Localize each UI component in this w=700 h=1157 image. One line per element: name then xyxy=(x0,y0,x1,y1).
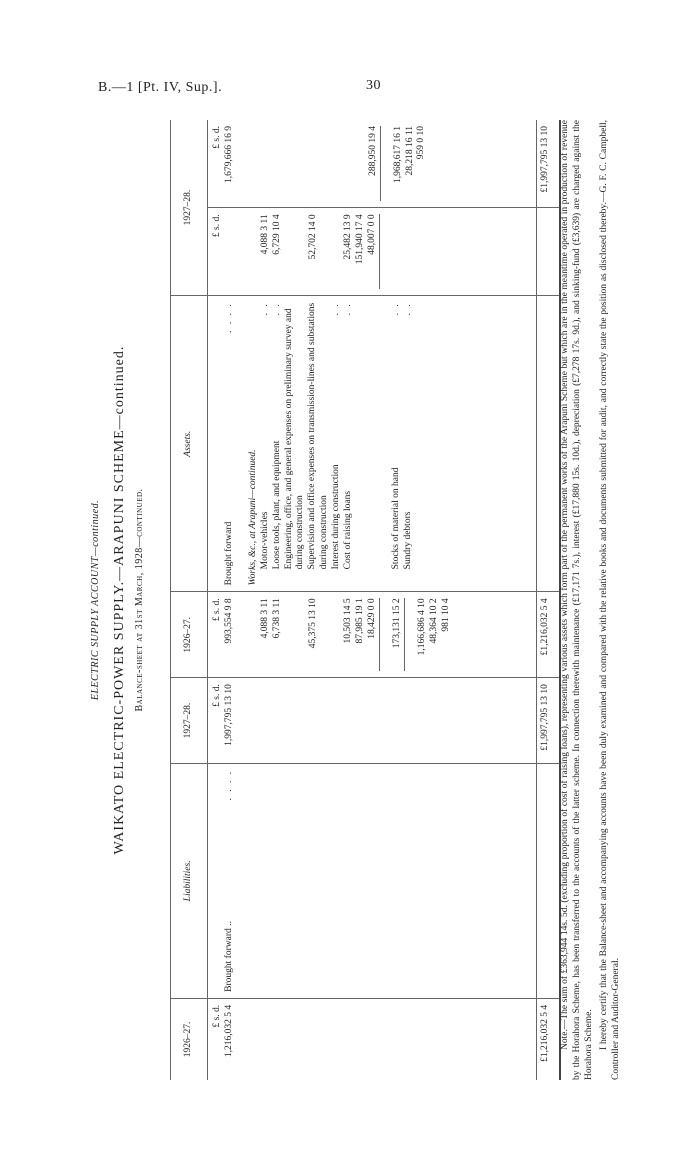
works-header: Works, &c., at Arapuni—continued. xyxy=(247,449,258,586)
liab-total-current: £1,997,795 13 10 xyxy=(537,678,561,764)
works-4-desc: Interest during construction . . xyxy=(331,302,341,570)
works-5-current: 48,007 0 0 xyxy=(367,214,380,289)
assets-bf-label: Brought forward xyxy=(224,521,234,586)
header-row xyxy=(171,120,208,1080)
assets-bf-current: 1,679,666 16 9 xyxy=(223,126,234,183)
unit-label: £ s. d. xyxy=(212,126,222,149)
unit-label: £ s. d. xyxy=(212,214,222,238)
works-5-prior: 18,429 0 0 xyxy=(367,598,380,671)
col-assets: Assets. xyxy=(171,296,208,592)
works-1-prior: 6,738 3 11 xyxy=(271,598,282,639)
col-assets-1927-28: 1927–28. xyxy=(171,120,208,296)
balance-table xyxy=(170,120,561,1080)
stocks-current: 28,218 16 11 xyxy=(404,126,415,176)
liab-current-amount: 1,997,795 13 10 xyxy=(223,684,234,746)
liab-prior-amount: 1,216,032 5 4 xyxy=(223,1004,234,1058)
stocks-label: Stocks of material on hand xyxy=(390,467,401,570)
certificate-paragraph: I hereby certify that the Balance-sheet and accompanying accounts have been duly examined and compared with the relative books and documents submitted for audit, and correctly state the position as disclosed thereby.—G. F. C. Campbell, Controller and Auditor-General. xyxy=(598,120,621,1080)
assets-current-items-cell xyxy=(208,208,537,296)
works-1-current: 6,729 10 4 xyxy=(271,214,282,255)
assets-prior-cell xyxy=(208,592,537,678)
col-liab-1926-27: 1926–27. xyxy=(171,998,208,1080)
notes xyxy=(560,120,625,1080)
liab-desc-cell xyxy=(208,763,537,998)
debtors-label: Sundry debtors xyxy=(402,511,413,570)
body-row xyxy=(208,120,537,1080)
liab-brought-forward-label: Brought forward .. xyxy=(224,921,234,992)
works-0-current: 4,088 3 11 xyxy=(259,214,270,255)
works-4-label: Interest during construction xyxy=(331,464,341,570)
works-5-label: Cost of raising loans xyxy=(342,490,353,570)
note-paragraph: Note.—The sum of £363,944 14s. 5d. (excluding proportion of cost of raising loans), representing various assets which form part of the permanent works of the Arapuni Scheme but which are in the meantime operated in production of revenue by the Horahora Scheme, has been transferred to the accounts of the latter scheme. In connection therewith maintenance (£17,171 7s.), interest (£17,880 15s. 10d.), depreciation (£7,278 17s. 9d.), and sinking-fund (£3,639) are charged against the Horahora Scheme. xyxy=(560,120,594,1080)
titles xyxy=(90,100,147,1100)
works-2-prior: 45,375 13 10 xyxy=(307,598,318,649)
works-0-prior: 4,088 3 11 xyxy=(259,598,270,639)
works-5-desc: Cost of raising loans . . xyxy=(342,302,353,570)
works-3-prior: 10,503 14 5 xyxy=(343,598,354,644)
scheme-title: WAIKATO ELECTRIC-POWER SUPPLY.—ARAPUNI SCHEME—continued. xyxy=(111,345,127,855)
col-liabilities: Liabilities. xyxy=(171,763,208,998)
assets-total-current: £1,997,795 13 10 xyxy=(537,120,561,208)
col-liab-1927-28: 1927–28. xyxy=(171,678,208,764)
sum-current: 1,968,617 16 1 xyxy=(392,126,403,183)
works-3-label: Supervision and office expenses on transmission-lines and substations during construction xyxy=(307,302,330,570)
works-1-label: Loose tools, plant, and equipment xyxy=(271,440,282,570)
totals-row xyxy=(537,120,561,1080)
liab-current-cell xyxy=(208,678,537,764)
sheet-title: Balance-sheet at 31st March, 1928—continued. xyxy=(134,488,145,712)
liab-brought-forward: Brought forward .. . . . . xyxy=(224,769,234,992)
works-1-desc: Loose tools, plant, and equipment . . xyxy=(271,302,282,570)
assets-brought-forward: Brought forward . . . . xyxy=(224,302,234,586)
works-0-label: Motor-vehicles xyxy=(259,511,270,570)
unit-label: £ s. d. xyxy=(212,1004,222,1028)
page-reference: B.—1 [Pt. IV, Sup.]. xyxy=(98,80,223,95)
stocks-desc: Stocks of material on hand . . xyxy=(390,302,401,570)
assets-total-prior: £1,216,032 5 4 xyxy=(537,592,561,678)
liab-total-prior: £1,216,032 5 4 xyxy=(537,998,561,1080)
assets-desc-cell xyxy=(208,296,537,592)
debtors-desc: Sundry debtors . . xyxy=(402,302,413,570)
works-0-desc: Motor-vehicles . . xyxy=(259,302,270,570)
assets-current-totals-cell xyxy=(208,120,537,208)
debtors-prior: 981 10 4 xyxy=(440,598,451,632)
account-title: ELECTRIC SUPPLY ACCOUNT—continued. xyxy=(90,499,101,701)
debtors-current: 959 0 10 xyxy=(416,126,427,160)
liab-prior-cell xyxy=(208,998,537,1080)
sum-prior: 1,166,686 4 10 xyxy=(416,598,427,656)
works-subtotal-prior: 173,131 15 2 xyxy=(392,598,405,671)
works-4-current: 151,940 17 4 xyxy=(355,214,366,265)
works-3-current: 25,482 13 9 xyxy=(343,214,354,260)
unit-label: £ s. d. xyxy=(212,598,222,622)
balance-sheet xyxy=(90,100,650,1100)
works-2-current: 52,702 14 0 xyxy=(307,214,318,260)
works-4-prior: 87,985 19 1 xyxy=(355,598,366,644)
stocks-prior: 48,364 10 2 xyxy=(428,598,439,644)
page-number: 30 xyxy=(366,78,381,93)
unit-label: £ s. d. xyxy=(212,684,222,707)
works-2-label: Engineering, office, and general expenses on preliminary survey and during construction xyxy=(283,308,306,570)
works-subtotal-current: 288,950 19 4 xyxy=(368,126,381,201)
col-assets-1926-27: 1926–27. xyxy=(171,592,208,678)
assets-bf-prior: 993,554 9 8 xyxy=(223,598,234,644)
